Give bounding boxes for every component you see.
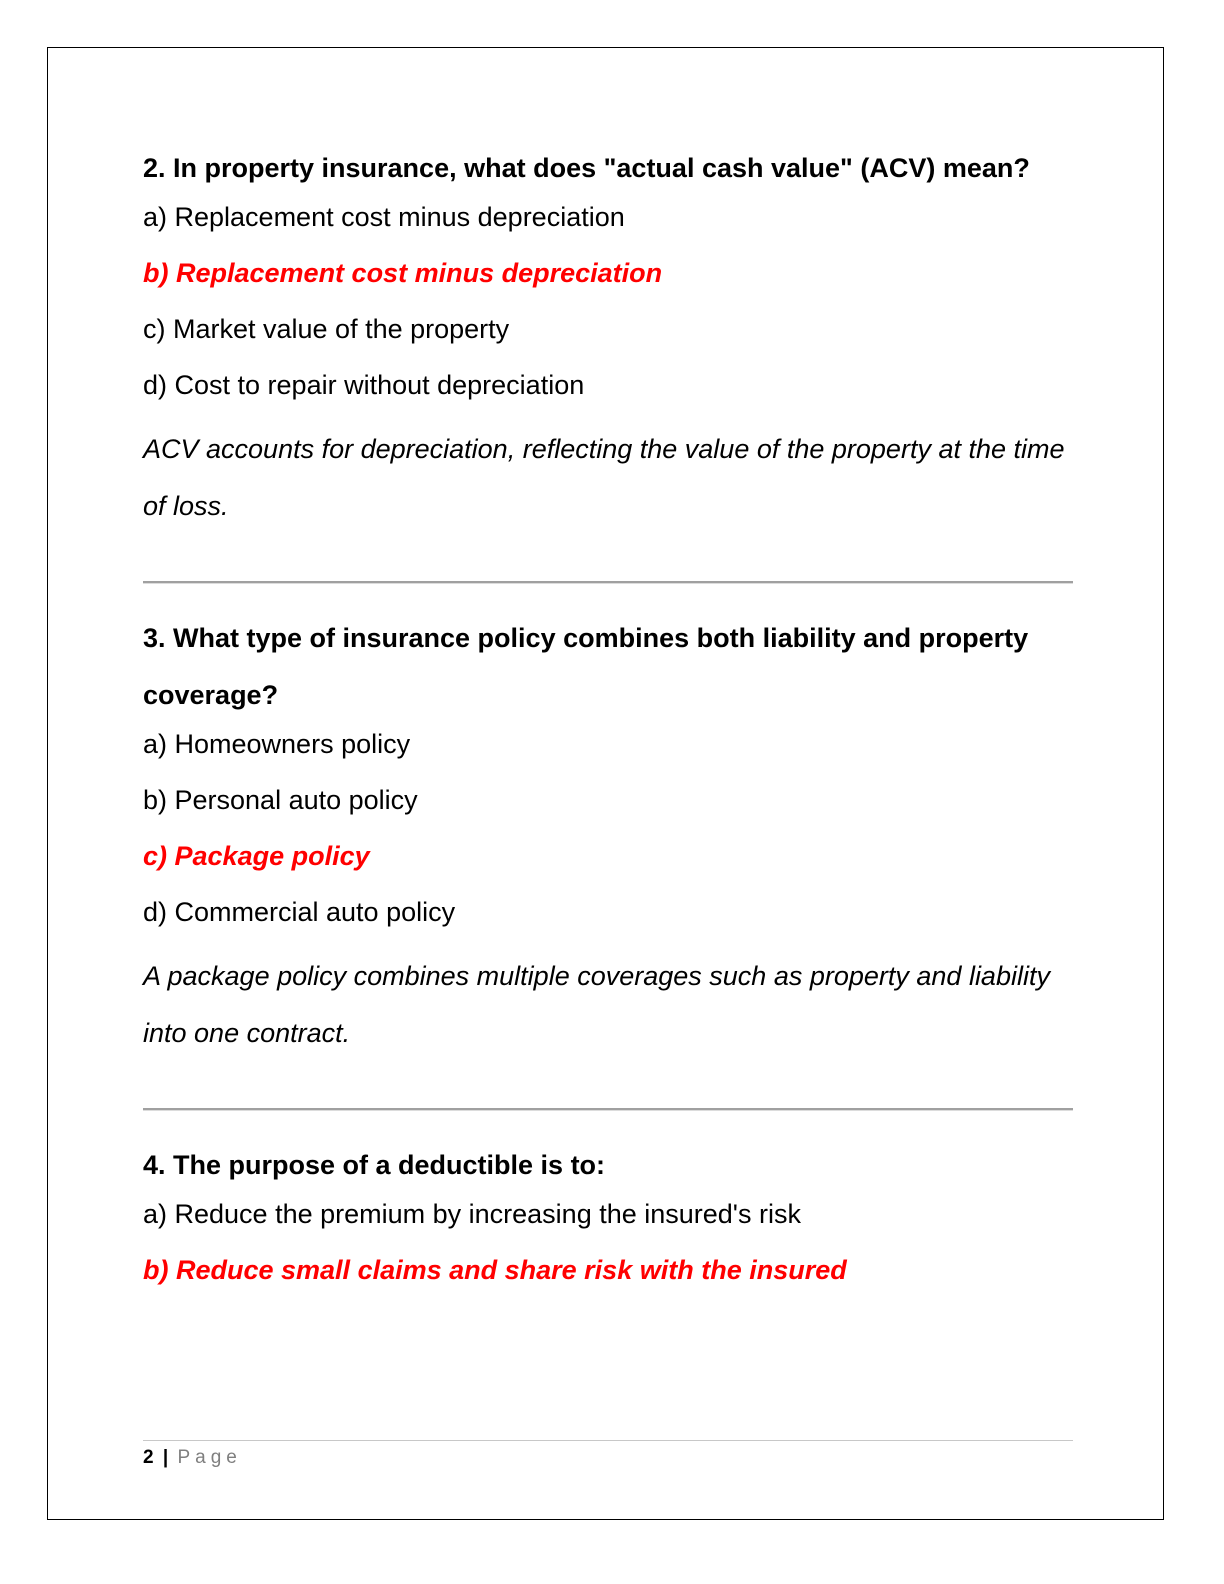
page-footer [143,1445,242,1471]
correct-answer-option: b) Replacement cost minus depreciation [143,258,663,288]
answer-option: c) Market value of the property [143,314,510,344]
document-body [143,140,1073,1306]
question-title: 3. What type of insurance policy combines both liability and property coverage? [143,623,1029,710]
section-divider [143,581,1073,584]
explanation: ACV accounts for depreciation, reflecting the value of the property at the time of loss. [143,434,1065,521]
question-block [143,1137,1073,1290]
answer-option: d) Commercial auto policy [143,897,456,927]
correct-answer-option: b) Reduce small claims and share risk with the insured [143,1255,847,1285]
answer-option: a) Replacement cost minus depreciation [143,202,625,232]
footer-rule [143,1440,1073,1441]
explanation: A package policy combines multiple coverages such as property and liability into one contract. [143,961,1050,1048]
correct-answer-option: c) Package policy [143,841,370,871]
question-title: 4. The purpose of a deductible is to: [143,1150,606,1180]
page-number: 2 [143,1447,154,1468]
section-divider [143,1108,1073,1111]
question-block [143,140,1073,535]
question-title: 2. In property insurance, what does "actual cash value" (ACV) mean? [143,153,1030,183]
page-label: Page [177,1447,242,1468]
answer-option: a) Reduce the premium by increasing the insured's risk [143,1199,801,1229]
answer-option: d) Cost to repair without depreciation [143,370,585,400]
question-block [143,610,1073,1062]
answer-option: a) Homeowners policy [143,729,411,759]
footer-separator: | [162,1447,169,1468]
answer-option: b) Personal auto policy [143,785,418,815]
